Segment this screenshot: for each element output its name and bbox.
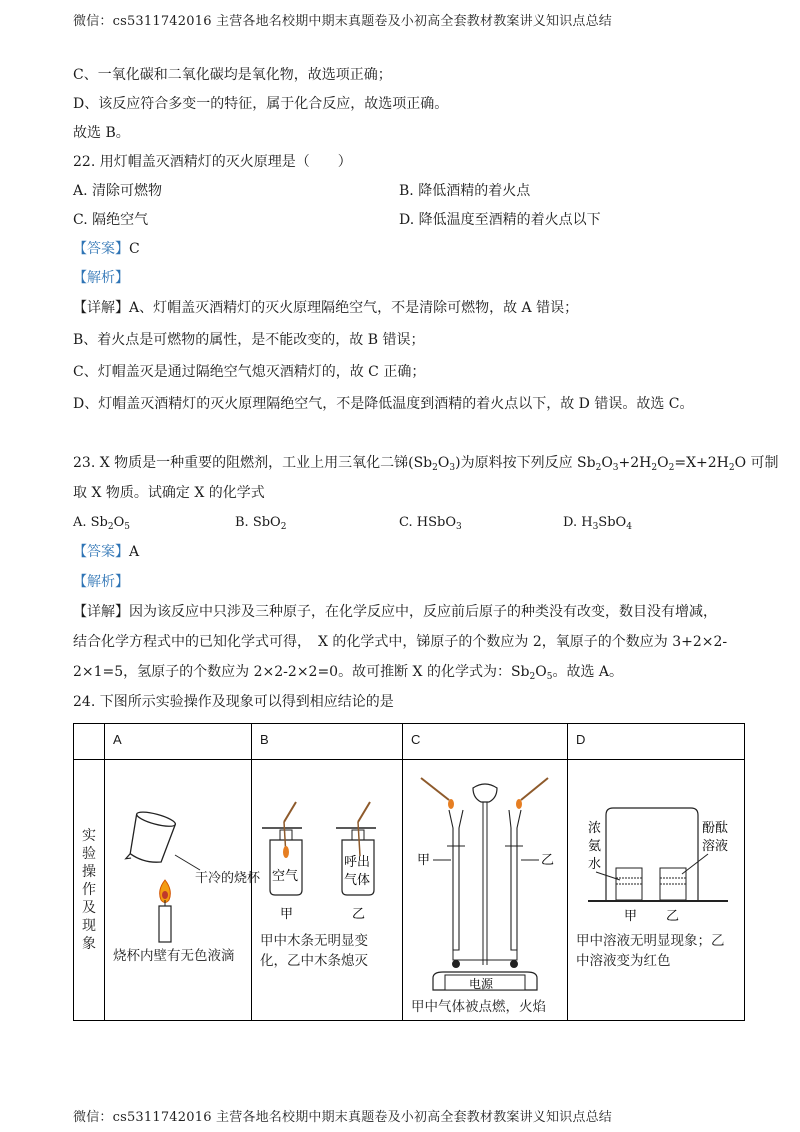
row-label-char: 实 — [82, 828, 96, 844]
q22-option-a: A. 清除可燃物 — [73, 183, 163, 199]
tube-left-icon — [449, 810, 463, 950]
cell-c-caption: 甲中气体被点燃，火焰 — [411, 999, 546, 1015]
q22-stem: 22. 用灯帽盖灭酒精灯的灭火原理是（ ） — [73, 154, 352, 170]
q23-text: O — [437, 455, 450, 471]
subscript: 2 — [651, 463, 658, 473]
subscript: 2 — [728, 463, 735, 473]
cell-c — [403, 760, 568, 1021]
subscript: 3 — [449, 463, 456, 473]
electrolysis-diagram — [403, 760, 568, 990]
q23-answer-value: A — [129, 544, 140, 560]
subscript: 2 — [432, 463, 438, 473]
q23-detail-1 — [73, 603, 717, 621]
q22-answer — [73, 240, 140, 258]
beaker-icon — [125, 809, 177, 869]
q22-option-d: D. 降低温度至酒精的着火点以下 — [399, 212, 601, 228]
phenolphthalein-label-2: 溶液 — [702, 839, 729, 854]
power-source-label: 电源 — [469, 977, 494, 991]
subscript: 5 — [124, 522, 131, 532]
bottle-right-label-1: 呼出 — [344, 855, 371, 870]
subscript: 2 — [529, 672, 536, 682]
q24-stem: 24. 下图所示实验操作及现象可以得到相应结论的是 — [73, 694, 394, 710]
ammonia-label-1: 浓 — [588, 821, 602, 836]
subscript: 2 — [280, 522, 287, 532]
q22-analysis-tag: 【解析】 — [73, 270, 129, 286]
tube-left-label: 甲 — [417, 853, 431, 868]
q23-stem-line1 — [73, 454, 779, 472]
cell-b — [252, 760, 403, 1021]
opt-text: D. H — [563, 515, 593, 530]
bottle-right-label-2: 气体 — [344, 873, 371, 888]
q23-detail-text: 2×1=5，氢原子的个数应为 2×2-2×2=0。故可推断 X 的化学式为：Sb — [73, 664, 530, 680]
q23-stem-line2: 取 X 物质。试确定 X 的化学式 — [73, 485, 265, 501]
cell-d-caption-2: 中溶液变为红色 — [576, 953, 671, 969]
ammonia-label-2: 氨 — [588, 839, 602, 854]
subscript: 4 — [626, 522, 632, 532]
q23-detail-3 — [73, 663, 623, 681]
q23-answer — [73, 543, 139, 561]
page-header: 微信：cs5311742016 主营各地名校期中期末真题卷及小初高全套教材教案讲义知识点总结 — [73, 14, 612, 29]
q23-analysis-tag: 【解析】 — [73, 574, 129, 590]
answer-tag: 【答案】 — [73, 241, 129, 257]
bottle-left-label: 空气 — [272, 869, 299, 884]
row-label-char: 作 — [82, 882, 96, 898]
experiment-table — [73, 723, 745, 1021]
cell-a-caption: 烧杯内壁有无色液滴 — [113, 948, 235, 964]
q22-option-b: B. 降低酒精的着火点 — [399, 183, 531, 199]
q22-detail-4: D、灯帽盖灭酒精灯的灭火原理隔绝空气，不是降低温度到酒精的着火点以下，故 D 错误。故选 C。 — [73, 396, 694, 412]
q23-option-c — [399, 514, 462, 532]
subscript: 2 — [668, 463, 675, 473]
prev-choice: 故选 B。 — [73, 125, 130, 141]
row-label-char: 及 — [82, 900, 96, 916]
opt-text: C. HSbO — [399, 515, 456, 530]
tube-right-label: 乙 — [541, 853, 555, 868]
col-header-a: A — [105, 724, 252, 760]
q22-answer-value: C — [129, 241, 140, 257]
bottle-left-jia: 甲 — [280, 907, 294, 922]
cell-b-caption-1: 甲中木条无明显变 — [260, 933, 368, 949]
row-label-char: 验 — [82, 846, 96, 862]
match-right-icon — [521, 778, 548, 800]
cell-d-caption-1: 甲中溶液无明显现象；乙 — [576, 933, 725, 949]
cell-b-caption-2: 化，乙中木条熄灭 — [260, 953, 368, 969]
subscript: 2 — [595, 463, 602, 473]
q22-detail-2: B、着火点是可燃物的属性，是不能改变的，故 B 错误； — [73, 332, 425, 348]
match-left-icon — [421, 778, 449, 800]
ammonia-diagram — [568, 760, 745, 930]
q23-text: )为原料按下列反应 Sb — [455, 455, 596, 471]
row-header — [74, 760, 105, 1021]
q23-option-a — [73, 514, 130, 532]
cell-d — [568, 760, 745, 1021]
subscript: 3 — [592, 522, 599, 532]
opt-text: O — [113, 515, 125, 530]
opt-text: SbO — [598, 515, 627, 530]
q23-text: =X+2H — [674, 455, 729, 471]
q23-detail-2: 结合化学方程式中的已知化学式可得， X 的化学式中，锑原子的个数应为 2，氧原子的个数应为 3+2×2- — [73, 634, 728, 650]
opt-text: A. Sb — [73, 515, 108, 530]
prev-option-d: D、该反应符合多变一的特征，属于化合反应，故选项正确。 — [73, 96, 449, 112]
q22-detail-1 — [73, 299, 578, 317]
ammonia-label-3: 水 — [588, 857, 602, 872]
col-header-b: B — [252, 724, 403, 760]
subscript: 3 — [612, 463, 619, 473]
col-header-d: D — [568, 724, 745, 760]
subscript: 5 — [546, 672, 553, 682]
q23-text: 23. X 物质是一种重要的阻燃剂，工业上用三氧化二锑(Sb — [73, 455, 433, 471]
cell-a — [105, 760, 261, 1021]
page-footer: 微信：cs5311742016 主营各地名校期中期末真题卷及小初高全套教材教案讲义知识点总结 — [73, 1110, 612, 1125]
q23-text: +2H — [618, 455, 652, 471]
candle-icon — [159, 906, 171, 942]
funnel-icon — [473, 784, 497, 802]
q22-detail-text: A、灯帽盖灭酒精灯的灭火原理隔绝空气，不是清除可燃物，故 A 错误； — [129, 300, 579, 316]
row-label-char: 现 — [82, 918, 96, 934]
tube-right-icon — [509, 810, 521, 950]
bottle-right-yi: 乙 — [352, 907, 366, 922]
col-header-c: C — [403, 724, 568, 760]
beaker-left-jia: 甲 — [624, 909, 638, 924]
prev-option-c: C、一氧化碳和二氧化碳均是氧化物，故选项正确； — [73, 67, 392, 83]
beaker-label: 干冷的烧杯 — [195, 871, 261, 886]
q23-text: O — [601, 455, 613, 471]
bell-jar-icon — [606, 808, 698, 900]
q23-detail-text: 。故选 A。 — [552, 664, 624, 680]
opt-text: B. SbO — [235, 515, 281, 530]
bottles-diagram — [252, 760, 403, 930]
beaker-right-yi: 乙 — [666, 909, 680, 924]
q23-text: O — [657, 455, 669, 471]
candle-beaker-diagram — [105, 760, 261, 945]
q23-detail-text: 因为该反应中只涉及三种原子，在化学反应中，反应前后原子的种类没有改变，数目没有增减， — [129, 604, 717, 620]
q23-option-d — [563, 514, 632, 532]
detail-tag: 【详解】 — [73, 604, 129, 620]
answer-tag: 【答案】 — [73, 544, 129, 560]
q23-detail-text: O — [535, 664, 547, 680]
q22-option-c: C. 隔绝空气 — [73, 212, 149, 228]
corner-cell — [74, 724, 105, 760]
q23-option-b — [235, 514, 286, 532]
q22-detail-3: C、灯帽盖灭是通过隔绝空气熄灭酒精灯的，故 C 正确； — [73, 364, 426, 380]
flame-core-icon — [162, 891, 168, 899]
q23-text: O 可制 — [734, 455, 779, 471]
subscript: 3 — [455, 522, 462, 532]
row-label-char: 象 — [82, 936, 96, 952]
subscript: 2 — [107, 522, 114, 532]
detail-tag: 【详解】 — [73, 300, 129, 316]
phenolphthalein-label-1: 酚酞 — [702, 821, 729, 836]
row-label-char: 操 — [82, 864, 96, 880]
